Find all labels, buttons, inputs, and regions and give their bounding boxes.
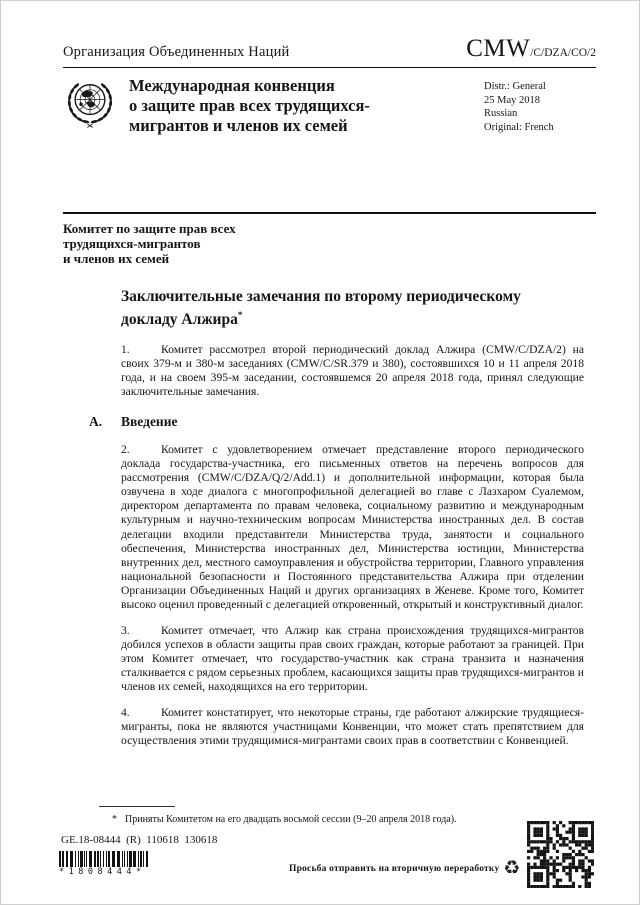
footnote-marker-ref: * xyxy=(237,310,243,321)
paragraph-number: 4. xyxy=(121,705,130,719)
document-title: Заключительные замечания по второму периодическому докладу Алжира* xyxy=(121,287,521,329)
paragraph-number: 2. xyxy=(121,442,130,456)
paragraph-2: 2. Комитет с удовлетворением отмечает представление второго периодического доклада государства-участника, его письменных ответов на перечень вопросов для рассмотрения (CMW/C/DZA/Q/2/Add.1) и дополнительной информации, которая была озвучена в ходе диалога с многопрофильной делегацией во главе с Лазхаром Суалемом, директором департамента по правам человека, социальному развитию и международным культурным и научно-техническим вопросам Министерства иностранных дел. В состав делегации входили представители Министерства труда, занятости и социального обеспечения, Министерства иностранных дел, Министерства юстиции, Министерства внутренних дел, местного самоуправления и обустройства территории, Главного управления национальной безопасности и Постоянного представительства Алжира при отделении Организации Объединенных Наций и других организациях в Женеве. Кроме того, Комитет высоко оценил проведенный с делегацией откровенный, открытый и конструктивный диалог. xyxy=(121,442,584,612)
masthead-header-row xyxy=(63,35,596,68)
footnote: * Приняты Комитетом на его двадцать восьмой сессии (9–20 апреля 2018 года). xyxy=(99,813,539,826)
paragraph-3: 3. Комитет отмечает, что Алжир как страна происхождения трудящихся-мигрантов добился успехов в области защиты прав своих граждан, которые работают за границей. При этом Комитет отмечает, что государство-участник как страна транзита и назначения сталкивается с рядом серьезных проблем, касающихся защиты прав трудящихся-мигрантов и членов их семей, находящихся на его территории. xyxy=(121,623,584,694)
original-line: Original: French xyxy=(484,121,554,133)
doc-symbol: CMW/C/DZA/CO/2 xyxy=(466,35,596,62)
un-emblem-icon xyxy=(63,78,117,132)
qr-code-icon xyxy=(527,821,594,893)
recycle-text: Просьба отправить на вторичную переработку xyxy=(289,863,500,874)
footnote-marker: * xyxy=(112,814,117,825)
distribution-block xyxy=(484,76,596,136)
org-name: Организация Объединенных Наций xyxy=(63,44,290,60)
committee-name: Комитет по защите прав всех трудящихся-мигрантов и членов их семей xyxy=(63,221,236,267)
convention-title: Международная конвенция о защите прав всех трудящихся- мигрантов и членов их семей xyxy=(129,76,370,135)
ge-number: GE.18-08444 (R) 110618 130618 xyxy=(61,834,218,846)
paragraph-number: 3. xyxy=(121,623,130,637)
language-line: Russian xyxy=(484,108,518,119)
recycle-icon: ♻ xyxy=(503,857,521,879)
date-line: 25 May 2018 xyxy=(484,94,540,106)
barcode-icon xyxy=(59,851,151,867)
section-title: Введение xyxy=(121,413,178,429)
masthead xyxy=(63,76,596,136)
barcode-digits: *1808444* xyxy=(59,867,146,877)
paragraph-number: 1. xyxy=(121,342,130,356)
distr-line: Distr.: General xyxy=(484,81,546,92)
paragraph-1: 1. Комитет рассмотрел второй периодический доклад Алжира (CMW/C/DZA/2) на своих 379-м и 380-м заседаниях (CMW/C/SR.379 и 380), состоявшихся 10 и 11 апреля 2018 года, и на своем 395-м заседании, состоявшемся 20 апреля 2018 года, принял следующие заключительные замечания. xyxy=(121,342,584,398)
section-divider-rule xyxy=(63,212,596,214)
paragraph-4: 4. Комитет констатирует, что некоторые страны, где работают алжирские трудящиеся-мигранты, пока не являются участницами Конвенции, что может стать препятствием для осуществления этими трудящимися-мигрантами своих прав в соответствии с Конвенцией. xyxy=(121,705,584,747)
section-a-heading xyxy=(89,414,584,430)
recycle-notice xyxy=(289,859,520,878)
footnote-separator xyxy=(99,806,175,807)
section-letter: A. xyxy=(89,413,103,429)
